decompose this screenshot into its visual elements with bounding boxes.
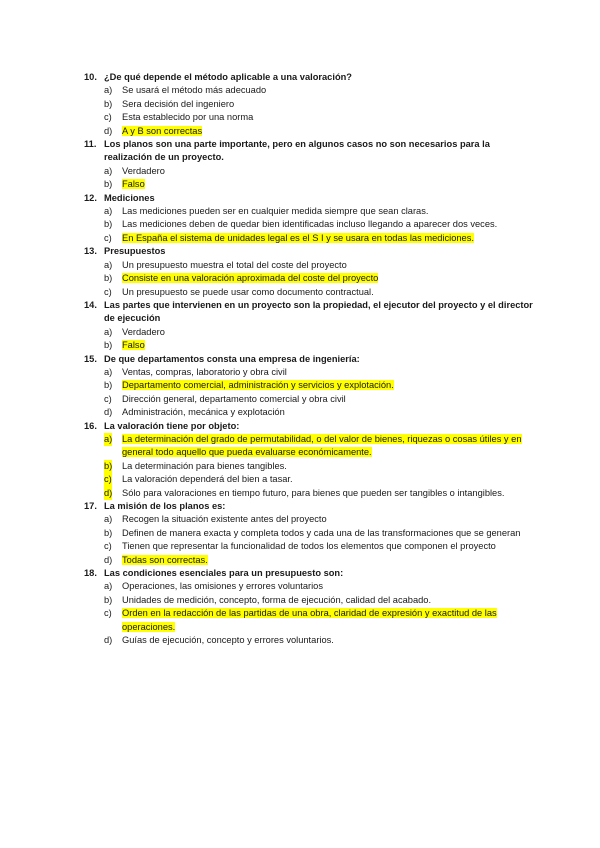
option-14b-correct: b) Falso	[104, 340, 145, 351]
option-12a: a) Las mediciones pueden ser en cualquier medida siempre que sean claras.	[104, 206, 429, 217]
question-number: 17.	[84, 501, 97, 511]
option-10d-correct: d) A y B son correctas	[104, 125, 203, 136]
question-number: 13.	[84, 246, 97, 257]
option-13a: a) Un presupuesto muestra el total del coste del proyecto	[104, 259, 347, 270]
question-14	[84, 299, 540, 326]
option-11b-correct: b) Falso	[104, 179, 145, 190]
question-text: Las partes que intervienen en un proyecto son la propiedad, el ejecutor del proyecto y el director de ejecución	[104, 299, 533, 324]
question-number: 12.	[84, 192, 97, 203]
option-15a: a) Ventas, compras, laboratorio y obra civil	[104, 366, 287, 377]
option-17d-correct: d) Todas son correctas.	[104, 554, 208, 565]
question-number: 18.	[84, 568, 97, 579]
option-12b: b) Las mediciones deben de quedar bien identificadas incluso llegando a aparecer dos veces.	[104, 219, 498, 230]
option-16c: c) La valoración dependerá del bien a tasar.	[104, 473, 540, 486]
option-18a: a) Operaciones, las omisiones y errores voluntarios	[104, 581, 324, 592]
question-number: 15.	[84, 353, 97, 364]
option-17c: c) Tienen que representar la funcionalidad de todos los elementos que componen el proyecto	[104, 541, 496, 552]
question-11	[84, 138, 540, 165]
option-17a: a) Recogen la situación existente antes del proyecto	[104, 514, 327, 525]
option-16d: d) Sólo para valoraciones en tiempo futuro, para bienes que pueden ser tangibles o intangibles.	[104, 487, 540, 500]
option-15b-correct: b) Departamento comercial, administración y servicios y explotación.	[104, 380, 394, 391]
question-text: Los planos son una parte importante, pero en algunos casos no son necesarios para la realización de un proyecto.	[104, 139, 490, 163]
option-18d: d) Guías de ejecución, concepto y errores voluntarios.	[104, 635, 334, 646]
question-text: La misión de los planos es:	[104, 501, 226, 511]
option-18c-correct: c) Orden en la redacción de las partidas de una obra, claridad de expresión y exactitud de las operaciones.	[104, 608, 497, 632]
option-16a-correct: a) La determinación del grado de permutabilidad, o del valor de bienes, riquezas o cosas útiles y en general todo aquello que pueda evaluarse económicamente.	[104, 433, 522, 458]
option-17b: b) Definen de manera exacta y completa todos y cada una de las transformaciones que se generan	[104, 527, 521, 538]
question-number: 16.	[84, 420, 97, 431]
question-text: ¿De qué depende el método aplicable a una valoración?	[104, 72, 352, 82]
question-16	[84, 420, 540, 433]
question-10	[84, 71, 540, 84]
question-12	[84, 192, 540, 205]
question-17	[84, 500, 540, 513]
question-text: La valoración tiene por objeto:	[104, 420, 240, 431]
question-number: 14.	[84, 299, 97, 310]
option-12c-correct: c) En España el sistema de unidades legal es el S I y se usara en todas las mediciones.	[104, 232, 474, 243]
question-text: Mediciones	[104, 192, 155, 203]
option-14a: a) Verdadero	[104, 326, 165, 337]
question-18	[84, 567, 540, 580]
question-15	[84, 353, 540, 366]
option-18b: b) Unidades de medición, concepto, forma de ejecución, calidad del acabado.	[104, 594, 432, 605]
question-text: Presupuestos	[104, 246, 166, 257]
option-15d: d) Administración, mecánica y explotación	[104, 407, 285, 418]
option-10a: a) Se usará el método más adecuado	[104, 85, 267, 96]
option-16b: b) La determinación para bienes tangibles.	[104, 460, 540, 473]
question-text: Las condiciones esenciales para un presupuesto son:	[104, 568, 344, 579]
question-number: 10.	[84, 72, 97, 82]
question-number: 11.	[84, 139, 97, 150]
option-10b: b) Sera decisión del ingeniero	[104, 98, 235, 109]
option-10c: c) Esta establecido por una norma	[104, 112, 254, 123]
question-13	[84, 245, 540, 258]
option-13b-correct: b) Consiste en una valoración aproximada del coste del proyecto	[104, 273, 379, 284]
question-text: De que departamentos consta una empresa de ingeniería:	[104, 353, 360, 364]
option-15c: c) Dirección general, departamento comercial y obra civil	[104, 393, 346, 404]
option-11a: a) Verdadero	[104, 165, 165, 176]
option-13c: c) Un presupuesto se puede usar como documento contractual.	[104, 286, 374, 297]
